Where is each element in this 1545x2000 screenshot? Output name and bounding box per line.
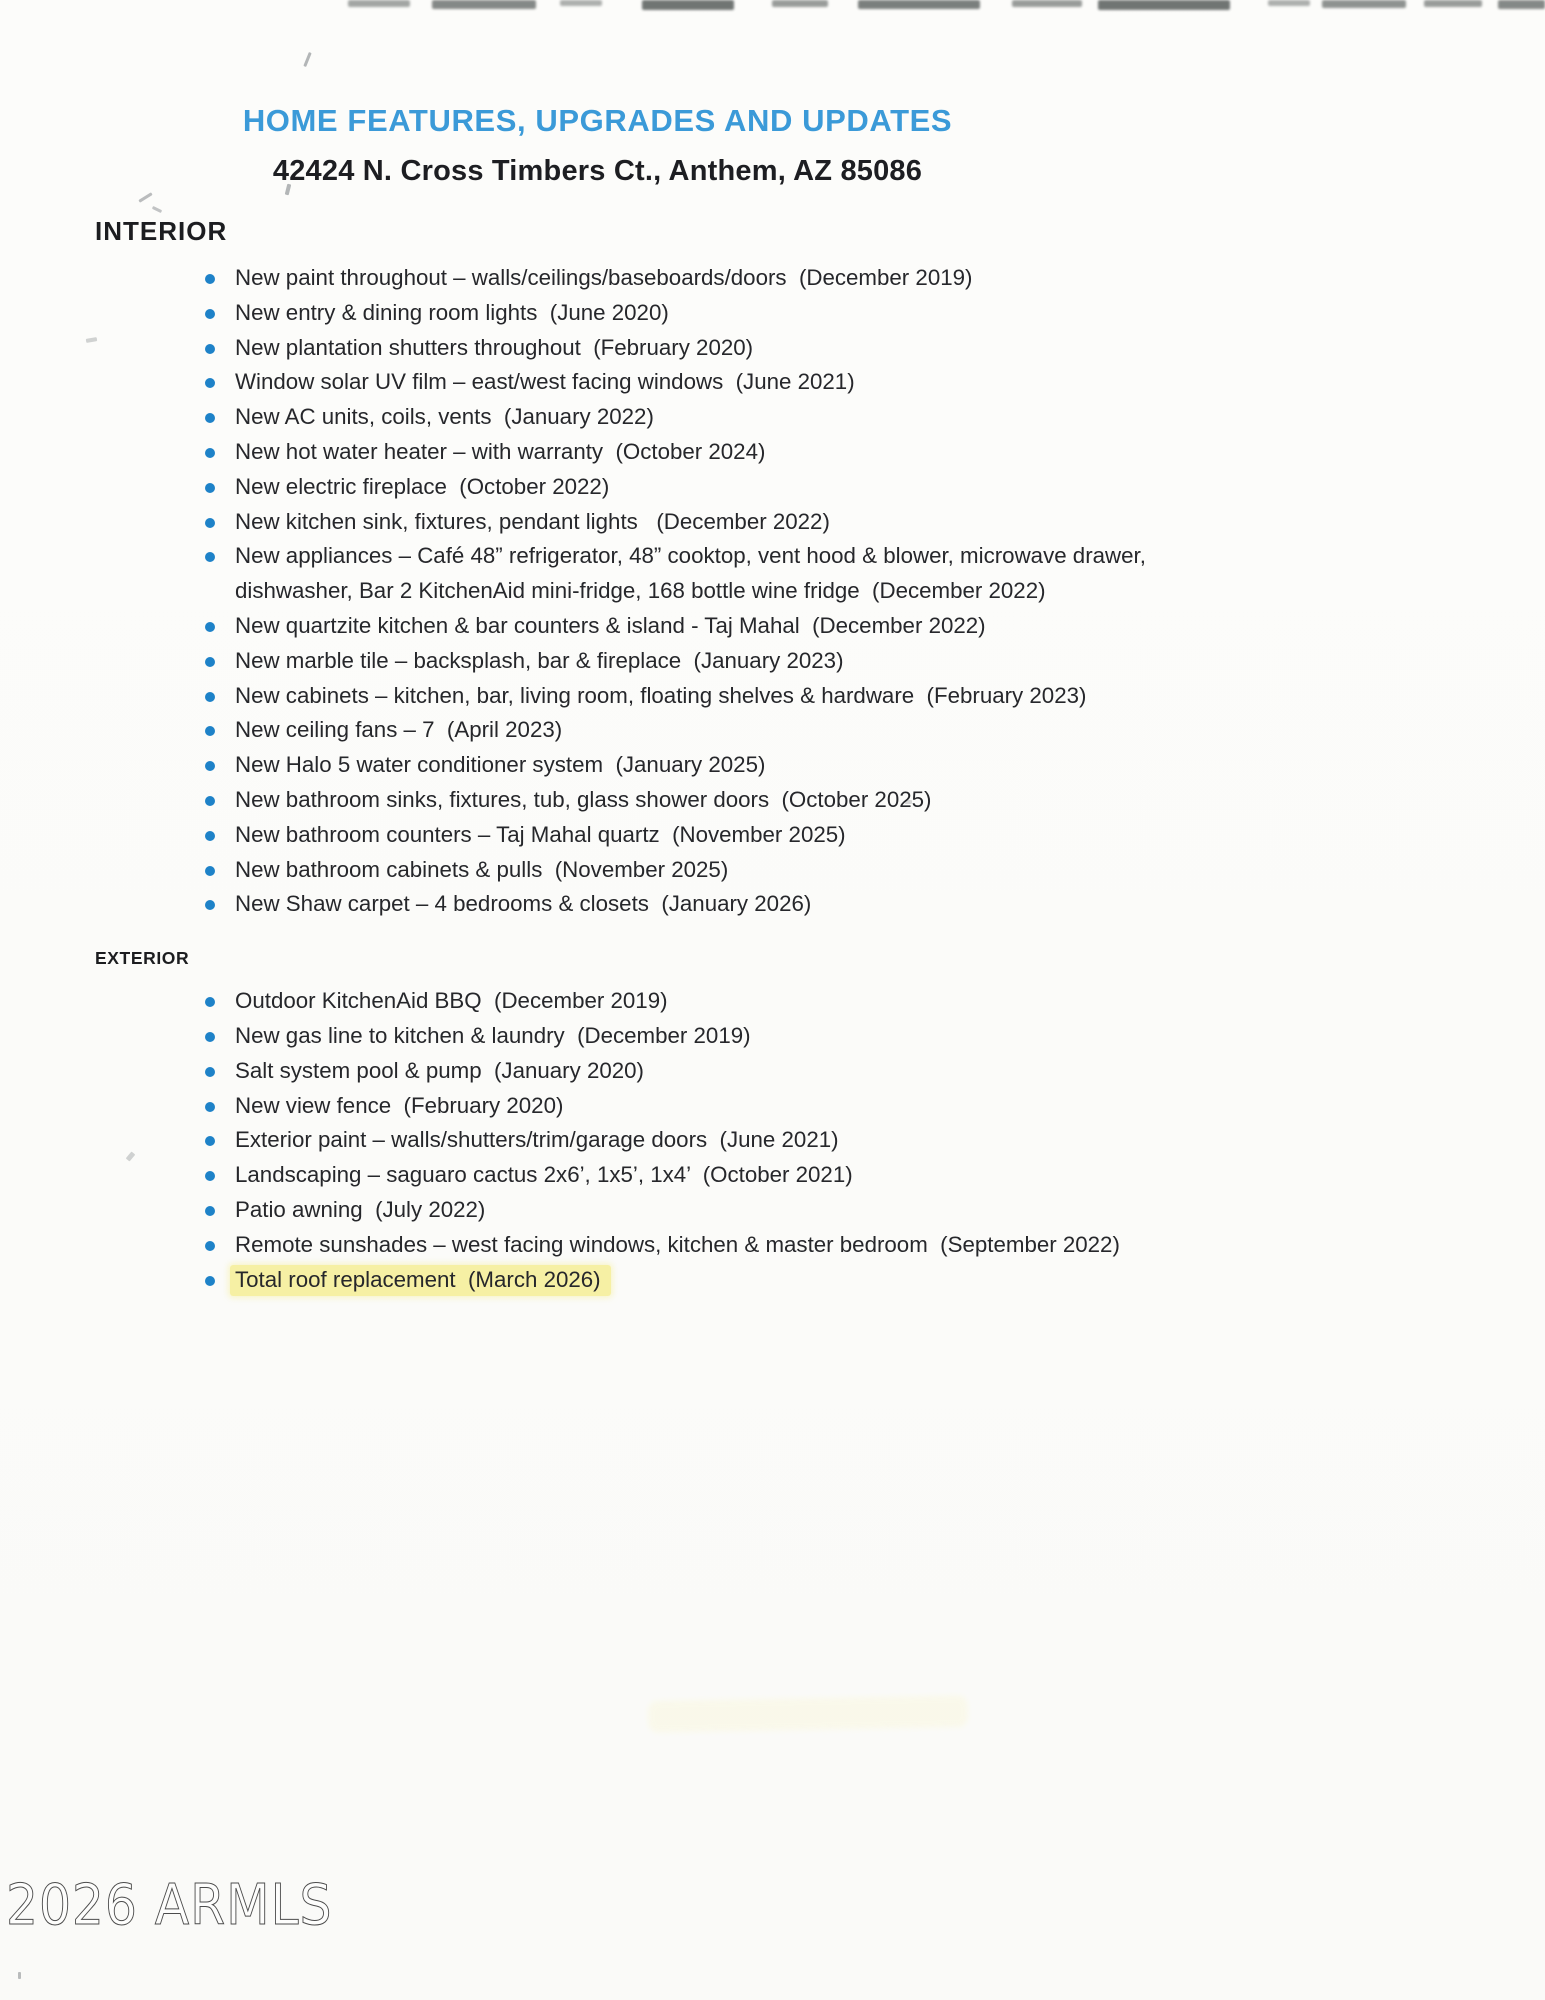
- list-item: [235, 400, 1147, 435]
- scan-artifact: [1012, 0, 1082, 7]
- item-text: New Halo 5 water conditioner system (January 2025): [235, 752, 766, 778]
- scan-speck: [138, 192, 152, 202]
- item-text: New cabinets – kitchen, bar, living room, floating shelves & hardware (February 2023): [235, 682, 1087, 708]
- list-item: [235, 748, 1147, 783]
- list-item: [235, 1228, 1147, 1263]
- property-address: 42424 N. Cross Timbers Ct., Anthem, AZ 85086: [272, 155, 923, 187]
- armls-watermark: 2026 ARMLS: [6, 1873, 333, 1938]
- item-text: Outdoor KitchenAid BBQ (December 2019): [235, 988, 668, 1014]
- list-item: [235, 713, 1147, 748]
- item-text: New ceiling fans – 7 (April 2023): [235, 717, 563, 743]
- item-text: New paint throughout – walls/ceilings/baseboards/doors (December 2019): [235, 265, 973, 290]
- feature-list: [95, 984, 1147, 1297]
- list-item: [235, 1089, 1147, 1124]
- highlighter-smear: [648, 1695, 969, 1733]
- item-text: New bathroom cabinets & pulls (November 2025): [235, 856, 729, 882]
- item-text: New bathroom counters – Taj Mahal quartz (November 2025): [235, 821, 846, 847]
- item-text: New view fence (February 2020): [235, 1092, 564, 1118]
- item-text: New bathroom sinks, fixtures, tub, glass shower doors (October 2025): [235, 786, 932, 812]
- item-text: New entry & dining room lights (June 2020): [235, 299, 669, 325]
- scan-speck: [18, 1972, 21, 1979]
- item-text: Landscaping – saguaro cactus 2x6’, 1x5’, 1x4’ (October 2021): [235, 1162, 853, 1188]
- item-text: Remote sunshades – west facing windows, kitchen & master bedroom (September 2022): [235, 1231, 1120, 1257]
- section-heading: INTERIOR: [95, 216, 228, 246]
- item-text: Window solar UV film – east/west facing windows (June 2021): [235, 369, 855, 395]
- section-exterior: [95, 946, 1395, 1297]
- list-item: [235, 1123, 1147, 1158]
- scan-artifact: [858, 0, 980, 9]
- list-item: [235, 1054, 1147, 1089]
- feature-list: [95, 261, 1153, 922]
- list-item: [235, 887, 1147, 922]
- scan-artifact: [348, 0, 410, 7]
- list-item: [235, 853, 1147, 888]
- document-header: [0, 102, 1195, 188]
- item-text: New quartzite kitchen & bar counters & island - Taj Mahal (December 2022): [235, 612, 986, 638]
- list-item: [235, 1193, 1147, 1228]
- scan-artifact: [432, 0, 536, 9]
- list-item: [235, 984, 1147, 1019]
- section-interior: [95, 215, 1395, 922]
- scan-artifact: [1424, 0, 1482, 7]
- list-item: [235, 331, 1147, 366]
- scan-artifact: [560, 0, 602, 6]
- item-text: New gas line to kitchen & laundry (December 2019): [235, 1022, 751, 1048]
- scan-speck: [303, 52, 311, 67]
- list-item: [235, 296, 1147, 331]
- scan-artifact: [772, 0, 828, 7]
- section-heading: EXTERIOR: [95, 948, 190, 969]
- highlighted-item-text: Total roof replacement (March 2026): [230, 1265, 611, 1296]
- list-item: [235, 539, 1153, 609]
- item-text: Patio awning (July 2022): [235, 1196, 486, 1222]
- list-item: [235, 1158, 1147, 1193]
- page-title: HOME FEATURES, UPGRADES AND UPDATES: [242, 103, 953, 138]
- list-item: [235, 679, 1147, 714]
- list-item: [235, 609, 1147, 644]
- list-item: [235, 505, 1147, 540]
- scan-artifact: [1498, 0, 1545, 9]
- scan-speck: [152, 206, 162, 213]
- scan-artifact: [1098, 0, 1230, 10]
- item-text: New kitchen sink, fixtures, pendant lights (December 2022): [235, 508, 830, 534]
- list-item: [235, 783, 1147, 818]
- item-text: New electric fireplace (October 2022): [235, 473, 610, 499]
- scan-artifact: [1268, 0, 1310, 6]
- item-text: New appliances – Café 48” refrigerator, 48” cooktop, vent hood & blower, microwave drawer, dishwasher, Bar 2 KitchenAid mini-fridge, 168 bottle wine fridge (December 2022): [235, 543, 1153, 604]
- list-item: [235, 435, 1147, 470]
- item-text: Exterior paint – walls/shutters/trim/garage doors (June 2021): [235, 1127, 839, 1153]
- list-item: [235, 470, 1147, 505]
- scan-artifact: [1322, 0, 1406, 8]
- sections: [95, 215, 1395, 1297]
- list-item: [235, 261, 1147, 296]
- item-text: New plantation shutters throughout (February 2020): [235, 334, 754, 360]
- list-item: [235, 365, 1147, 400]
- item-text: New marble tile – backsplash, bar & fireplace (January 2023): [235, 647, 844, 673]
- list-item: [235, 1019, 1147, 1054]
- list-item: [235, 818, 1147, 853]
- item-text: New Shaw carpet – 4 bedrooms & closets (January 2026): [235, 891, 812, 917]
- item-text: New AC units, coils, vents (January 2022): [235, 404, 654, 430]
- list-item: [235, 644, 1147, 679]
- scan-artifact: [642, 0, 734, 10]
- item-text: New hot water heater – with warranty (October 2024): [235, 438, 766, 464]
- item-text: Salt system pool & pump (January 2020): [235, 1057, 644, 1083]
- list-item: [235, 1263, 1147, 1298]
